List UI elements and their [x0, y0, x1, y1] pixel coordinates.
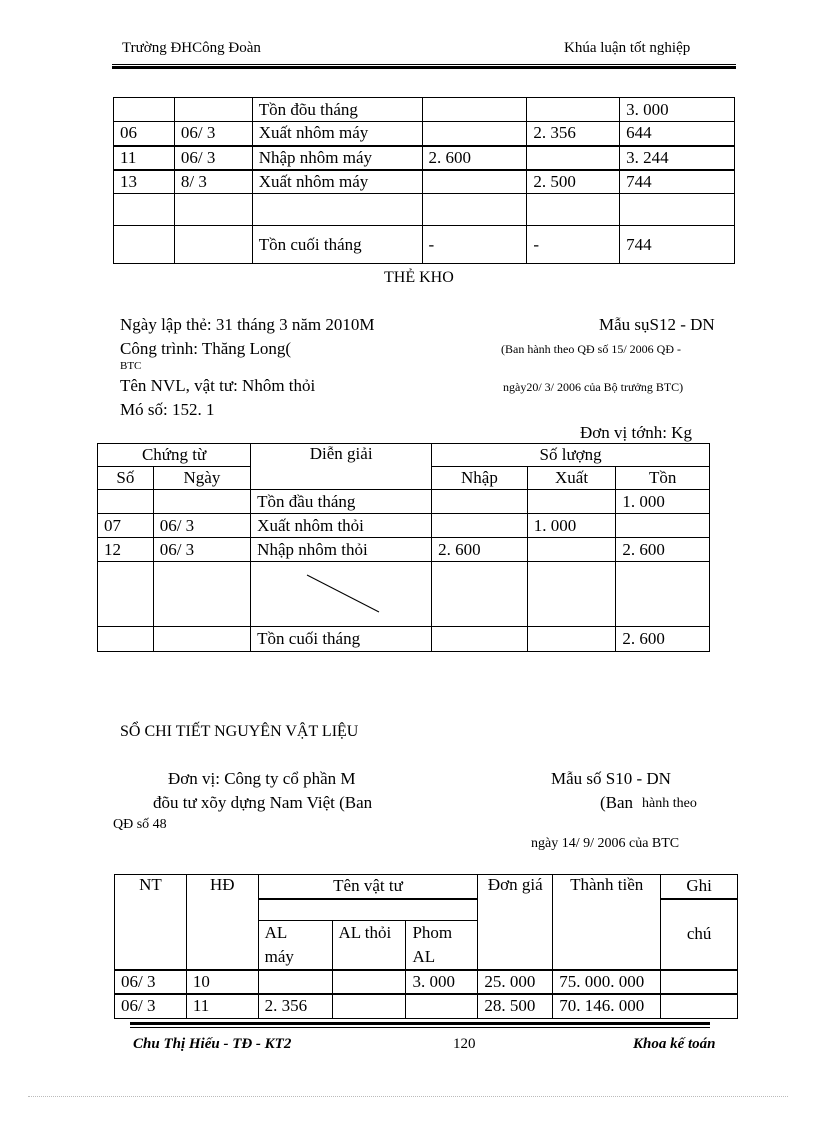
cell [661, 970, 738, 994]
cell: 3. 244 [620, 146, 735, 170]
cell: 11 [114, 146, 175, 170]
col-bal: Tồn [616, 467, 710, 490]
card-unit: Đơn vị tớnh: Kg [580, 423, 692, 442]
page-number: 120 [453, 1036, 476, 1052]
cell [527, 490, 616, 514]
cell [258, 970, 332, 994]
cell [432, 490, 528, 514]
cell: 11 [186, 994, 258, 1018]
cell: 06/ 3 [115, 994, 187, 1018]
cell: Tồn cuối tháng [251, 627, 432, 652]
card-project: Công trình: Thăng Long( [120, 339, 292, 358]
cell [422, 170, 527, 194]
col-amount: Thành tiền [553, 875, 661, 971]
footer-rule-thick [130, 1022, 710, 1025]
stock-table-continued [113, 97, 735, 264]
cell [432, 627, 528, 652]
cell: Xuất nhôm thỏi [251, 514, 432, 538]
cell: 25. 000 [478, 970, 553, 994]
cell [661, 994, 738, 1018]
header-left: Trường ĐHCông Đoàn [122, 40, 261, 56]
table-row [115, 970, 738, 994]
table-row [114, 194, 735, 226]
cell: 13 [114, 170, 175, 194]
cell [406, 994, 478, 1018]
col-no: Số [98, 467, 154, 490]
cell: 06/ 3 [153, 514, 250, 538]
the-kho-title: THẺ KHO [384, 269, 454, 286]
cell [527, 627, 616, 652]
cell [114, 98, 175, 122]
sub-label: AL [264, 923, 288, 942]
card-code: Mó số: 152. 1 [120, 400, 215, 419]
cell [422, 122, 527, 146]
table-header-row [115, 875, 738, 899]
col-al-may [258, 921, 332, 971]
cell [620, 194, 735, 226]
table-row [114, 226, 735, 264]
cell: Xuất nhôm máy [252, 122, 422, 146]
col-out: Xuất [527, 467, 616, 490]
col-nt: NT [115, 875, 187, 971]
cell: 3. 000 [406, 970, 478, 994]
col-date: Ngày [153, 467, 250, 490]
table-row [114, 146, 735, 170]
col-in: Nhập [432, 467, 528, 490]
page-bottom-divider [28, 1096, 788, 1097]
cell [422, 194, 527, 226]
cell: 06/ 3 [153, 538, 250, 562]
cell: Tồn đầu tháng [251, 490, 432, 514]
cell [174, 194, 252, 226]
diagonal-line [251, 562, 431, 626]
cell [114, 226, 175, 264]
cell [616, 514, 710, 538]
cell: 12 [98, 538, 154, 562]
cell [98, 562, 154, 627]
cell [432, 514, 528, 538]
col-note-2: chú [661, 899, 738, 971]
cell: 2. 600 [432, 538, 528, 562]
cell [174, 226, 252, 264]
card-form-no: Mẫu sụS12 - DN [599, 315, 715, 334]
table-row [115, 994, 738, 1018]
col-hd: HĐ [186, 875, 258, 971]
cell [98, 627, 154, 652]
table-row [114, 98, 735, 122]
card-btc: BTC [120, 360, 142, 372]
cell: Tồn đõu tháng [252, 98, 422, 122]
cell [98, 490, 154, 514]
cell: 10 [186, 970, 258, 994]
header-rule-thick [112, 66, 736, 69]
cell: 06/ 3 [174, 122, 252, 146]
table-row [98, 627, 710, 652]
table-row [98, 490, 710, 514]
ledger-decree-b: ngày 14/ 9/ 2006 của BTC [531, 836, 680, 851]
cell: 2. 600 [616, 627, 710, 652]
table-row [114, 170, 735, 194]
col-note-1: Ghi [661, 875, 738, 899]
cell: 2. 500 [527, 170, 620, 194]
cell: 06/ 3 [174, 146, 252, 170]
ledger-unit-line2: đõu tư xõy dựng Nam Việt (Ban [153, 793, 373, 812]
col-phom-al [406, 921, 478, 971]
cell: 744 [620, 170, 735, 194]
cell: 70. 146. 000 [553, 994, 661, 1018]
ledger-unit-line1: Đơn vị: Công ty cổ phần M [168, 769, 356, 788]
col-al-thoi: AL thỏi [332, 921, 406, 971]
cell [527, 194, 620, 226]
ledger-decree-a: (Ban [600, 793, 634, 812]
table-header-row [98, 444, 710, 467]
ledger-decree-a2: hành theo [642, 796, 697, 811]
cell [252, 194, 422, 226]
table-row [114, 122, 735, 146]
cell [527, 146, 620, 170]
cell [174, 98, 252, 122]
cell: 1. 000 [527, 514, 616, 538]
cell: 75. 000. 000 [553, 970, 661, 994]
cell [432, 562, 528, 627]
card-date-line: Ngày lập thẻ: 31 tháng 3 năm 2010M [120, 315, 375, 334]
sub-label: Phom [412, 923, 453, 942]
footer-dept: Khoa kế toán [633, 1036, 716, 1052]
header-rule-thin [112, 64, 736, 65]
cell: 2. 356 [258, 994, 332, 1018]
cell [527, 538, 616, 562]
cell [527, 98, 620, 122]
col-desc: Diễn giải [251, 444, 432, 490]
footer-author: Chu Thị Hiếu - TĐ - KT2 [133, 1036, 292, 1052]
cell: Tồn cuối tháng [252, 226, 422, 264]
cell: 8/ 3 [174, 170, 252, 194]
cell: 744 [620, 226, 735, 264]
header-right: Khúa luận tốt nghiệp [564, 40, 691, 56]
cell [422, 98, 527, 122]
stock-card-table [97, 443, 710, 652]
cell [153, 490, 250, 514]
cell: - [527, 226, 620, 264]
cell [527, 562, 616, 627]
card-decree-b: ngày20/ 3/ 2006 của Bộ trưởng BTC) [503, 380, 684, 394]
sub-label: AL [412, 947, 436, 966]
col-qty: Số lượng [432, 444, 710, 467]
cell-crossed [251, 562, 432, 627]
cell [114, 194, 175, 226]
col-price: Đơn giá [478, 875, 553, 971]
col-name: Tên vật tư [258, 875, 478, 899]
card-material: Tên NVL, vật tư: Nhôm thỏi [120, 376, 316, 395]
cell: 2. 356 [527, 122, 620, 146]
cell: 06/ 3 [115, 970, 187, 994]
cell [258, 899, 478, 921]
cell: Nhập nhôm thỏi [251, 538, 432, 562]
cell: 07 [98, 514, 154, 538]
cell: 3. 000 [620, 98, 735, 122]
card-decree-a: (Ban hành theo QĐ số 15/ 2006 QĐ - [501, 342, 681, 356]
table-row [98, 514, 710, 538]
cell [332, 994, 406, 1018]
sub-label: máy [264, 947, 294, 966]
cell: - [422, 226, 527, 264]
cell: 2. 600 [422, 146, 527, 170]
cell: 644 [620, 122, 735, 146]
col-voucher: Chứng từ [98, 444, 251, 467]
ledger-table [114, 874, 738, 1019]
ledger-title: SỔ CHI TIẾT NGUYÊN VẬT LIỆU [120, 723, 359, 740]
cell [332, 970, 406, 994]
cell: Xuất nhôm máy [252, 170, 422, 194]
cell [616, 562, 710, 627]
cell [153, 562, 250, 627]
cell: 06 [114, 122, 175, 146]
cell [153, 627, 250, 652]
cell: 2. 600 [616, 538, 710, 562]
ledger-unit-line3: QĐ số 48 [113, 817, 167, 832]
cell: Nhập nhôm máy [252, 146, 422, 170]
cell: 28. 500 [478, 994, 553, 1018]
table-row-blank [98, 562, 710, 627]
cell: 1. 000 [616, 490, 710, 514]
ledger-form-no: Mẫu số S10 - DN [551, 769, 671, 788]
footer-rule-thin [130, 1027, 710, 1028]
table-row [98, 538, 710, 562]
